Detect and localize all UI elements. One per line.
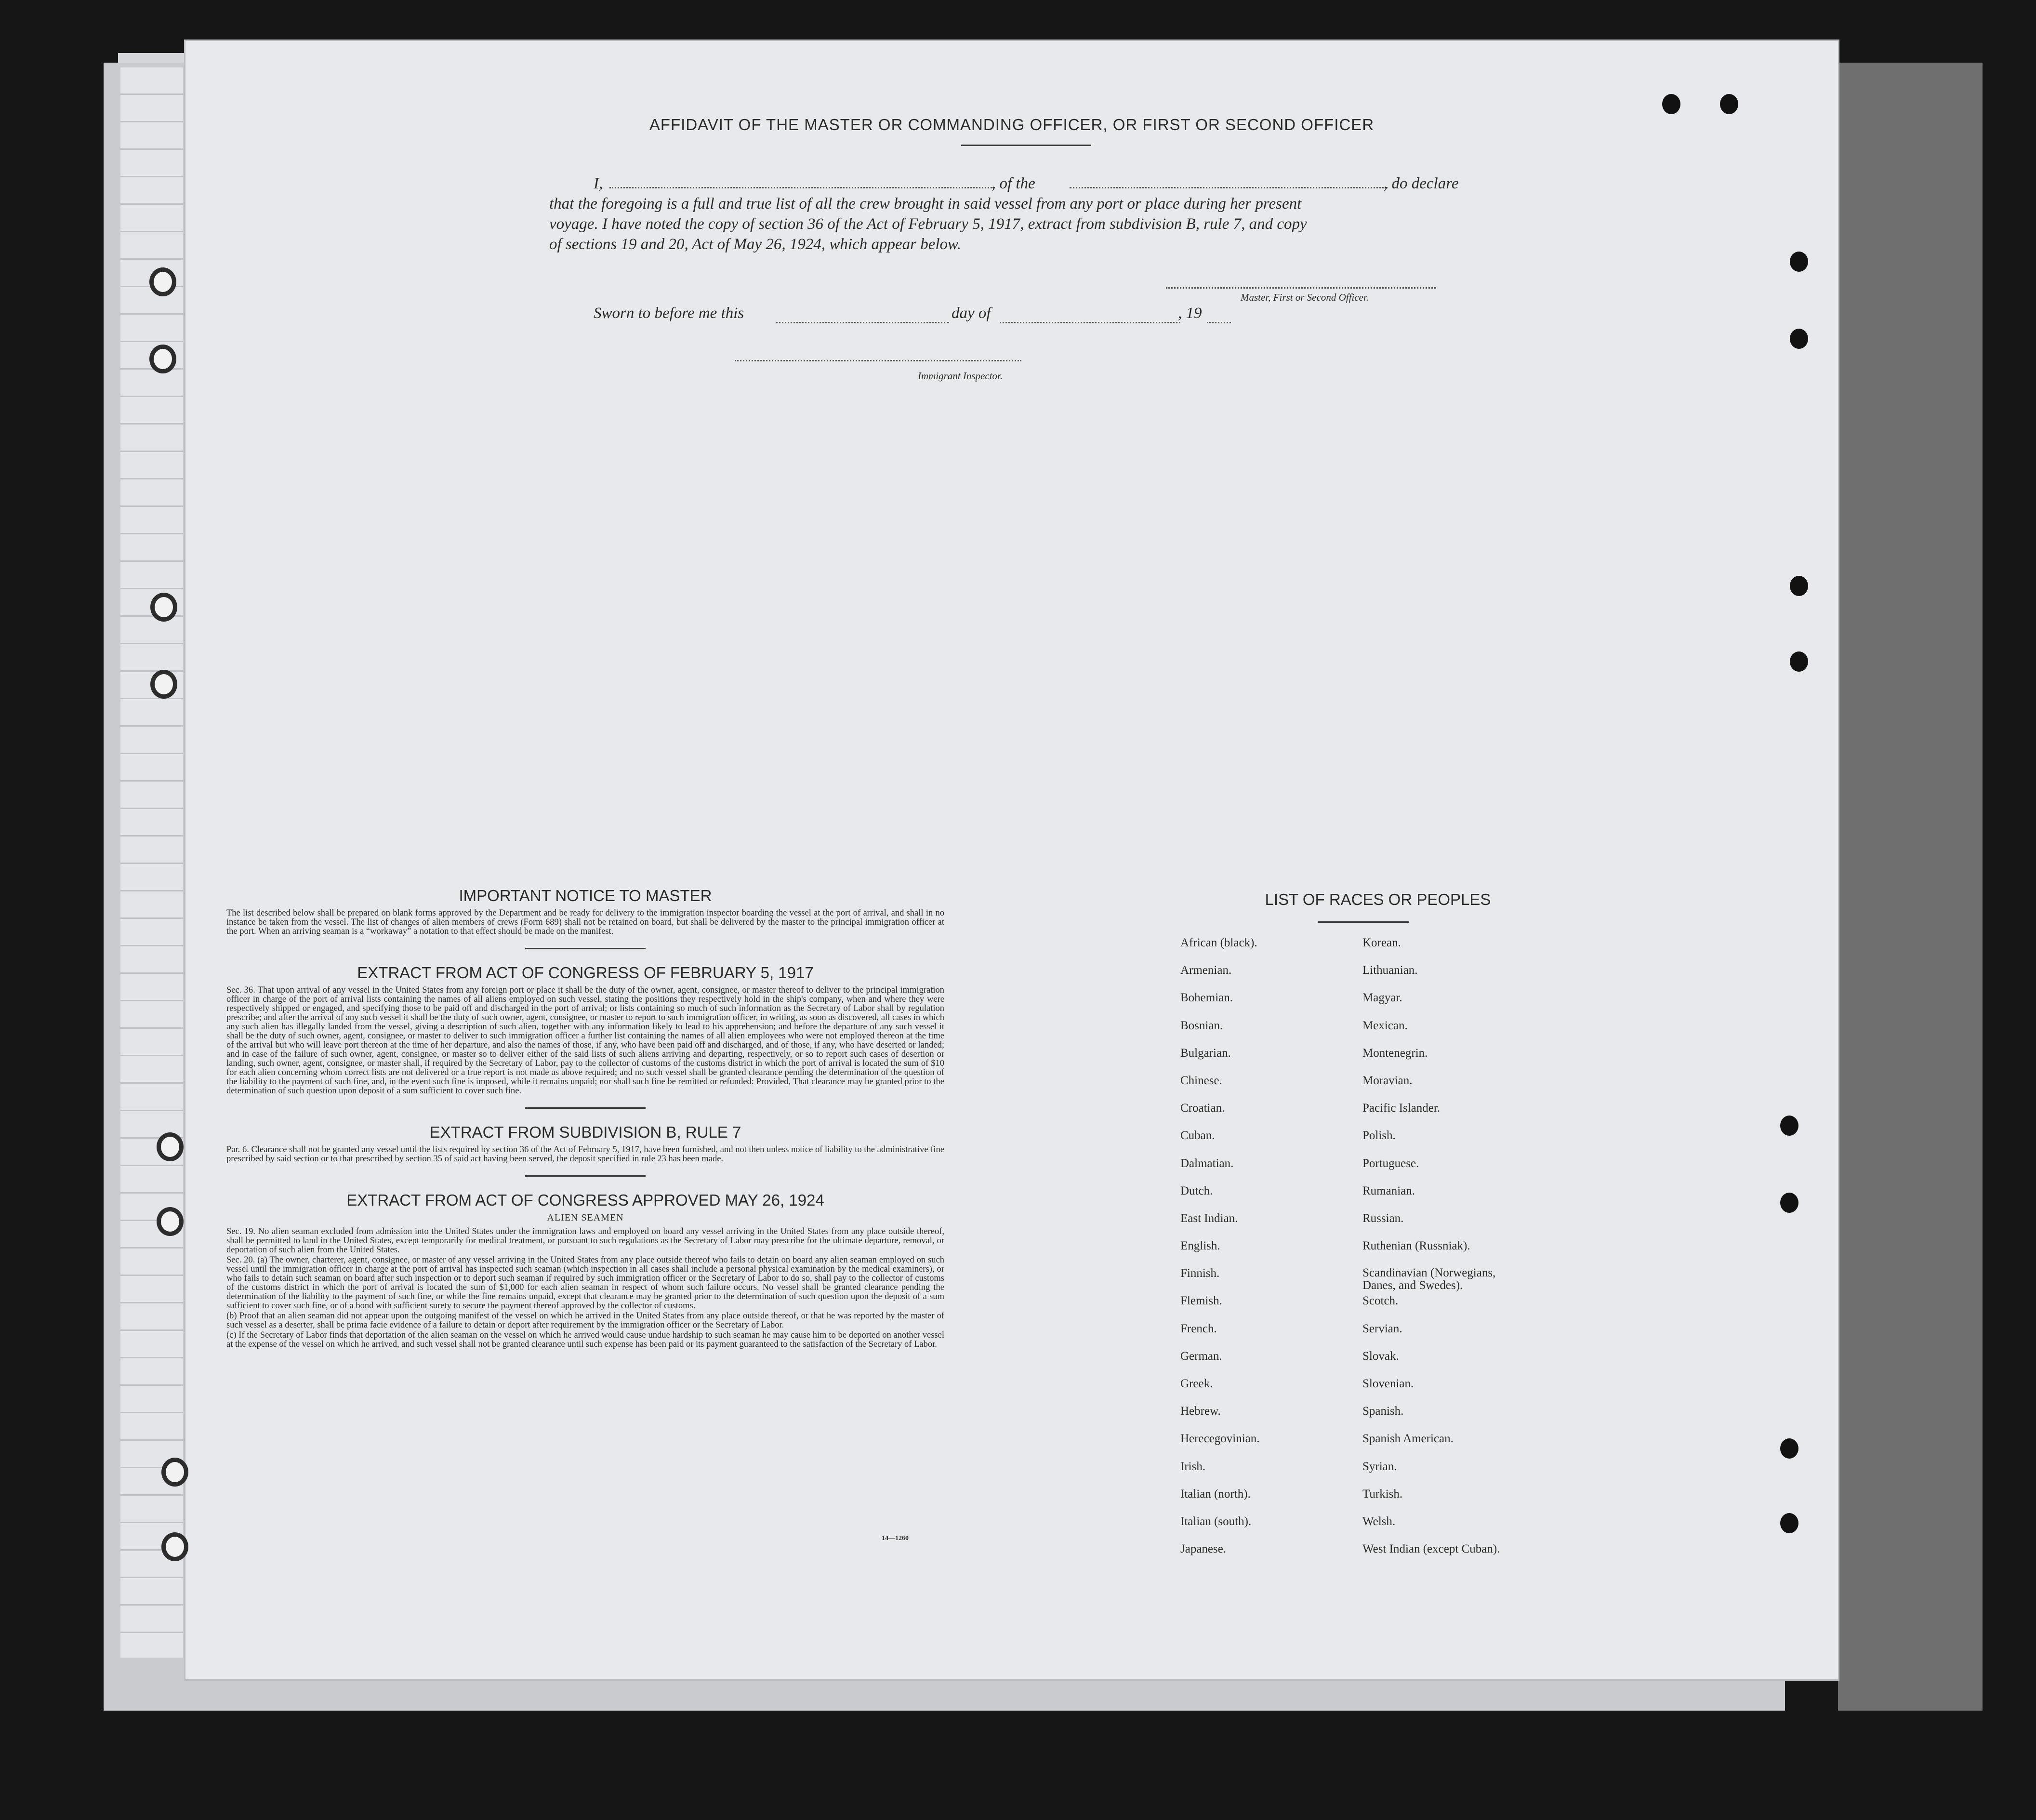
race-item: Welsh. — [1362, 1514, 1396, 1528]
race-item: French. — [1180, 1322, 1217, 1335]
race-item: Hebrew. — [1180, 1405, 1221, 1418]
race-item: Scandinavian (Norwegians, Danes, and Swedes). — [1362, 1266, 1496, 1292]
race-item: English. — [1180, 1239, 1220, 1253]
binder-hole — [1720, 94, 1738, 114]
race-item: Slovak. — [1362, 1349, 1399, 1363]
race-item: Cuban. — [1180, 1129, 1215, 1142]
inspector-label: Immigrant Inspector. — [918, 370, 1003, 382]
race-item: Spanish. — [1362, 1405, 1404, 1418]
affidavit-line-2: that the foregoing is a full and true list of all the crew brought in said vessel from any port or place during her present — [549, 195, 1302, 213]
race-item: Irish. — [1180, 1460, 1206, 1473]
race-item: Syrian. — [1362, 1460, 1397, 1473]
race-item: Portuguese. — [1362, 1156, 1419, 1170]
title-rule — [961, 145, 1091, 146]
race-item: Pacific Islander. — [1362, 1102, 1441, 1115]
race-item: Magyar. — [1362, 991, 1402, 1005]
race-item: Korean. — [1362, 936, 1401, 949]
race-item: West Indian (except Cuban). — [1362, 1542, 1500, 1556]
section-divider — [525, 1107, 646, 1109]
races-title-rule — [1318, 921, 1409, 923]
race-item: Japanese. — [1180, 1542, 1227, 1556]
affidavit-line-1: I, — [594, 175, 603, 192]
binder-hole — [1790, 576, 1808, 596]
race-item: Spanish American. — [1362, 1432, 1454, 1446]
manifest-page — [185, 41, 1838, 1679]
extract-rule7-body: Par. 6. Clearance shall not be granted any vessel until the lists required by section 36 of the Act of February 5, 1917, have been furnished, and not then unless notice of liability to the administrative fine prescribed by said section or to that prescribed by section 35 of said act having been served, the deposit specified in rule 23 has been made. — [226, 1145, 944, 1164]
day-of-text: day of — [952, 305, 991, 322]
race-item: Chinese. — [1180, 1074, 1222, 1087]
of-the-text: , of the — [992, 175, 1035, 192]
extract-1924-sec19: Sec. 19. No alien seaman excluded from admission into the United States under the immigration laws and employed on board any vessel arriving in the United States from any place outside thereof, shall be permitted to land in the United States, except temporarily for medical treatment, or pursuant to such regulations as the Secretary of Labor may prescribe for the ultimate departure, removal, or deportation of such alien from the United States. — [226, 1227, 944, 1255]
binder-hole — [1780, 1193, 1798, 1213]
race-item: Montenegrin. — [1362, 1046, 1428, 1060]
extract-1924-sec20c: (c) If the Secretary of Labor finds that deportation of the alien seaman on the vessel on which he arrived would cause undue hardship to such seaman he may cause him to be deported on another vessel at the expense of the vessel on which he arrived, and such vessel shall not be granted clearance until such expense has been paid or its payment guaranteed to the satisfaction of the Secretary of Labor. — [226, 1330, 944, 1349]
race-item: Lithuanian. — [1362, 964, 1418, 977]
race-item: Moravian. — [1362, 1074, 1413, 1087]
affidavit-line-3: voyage. I have noted the copy of section 36 of the Act of February 5, 1917, extract from subdivision B, rule 7, and copy — [549, 215, 1307, 233]
section-divider — [525, 1175, 646, 1177]
race-item: East Indian. — [1180, 1211, 1238, 1225]
extract-1917-title: EXTRACT FROM ACT OF CONGRESS OF FEBRUARY 5, 1917 — [357, 964, 814, 982]
race-item: German. — [1180, 1349, 1222, 1363]
race-item: Greek. — [1180, 1377, 1213, 1390]
race-item: Bohemian. — [1180, 991, 1233, 1005]
race-item: Italian (north). — [1180, 1487, 1251, 1501]
race-item: Flemish. — [1180, 1294, 1222, 1308]
declare-text: , do declare — [1384, 175, 1459, 192]
master-signature-label: Master, First or Second Officer. — [1241, 292, 1369, 303]
extract-1924-sec20b: (b) Proof that an alien seaman did not appear upon the outgoing manifest of the vessel on which he arrived in the United States from any place outside thereof, or that he was reported by the master of such vessel as a deserter, shall be prima facie evidence of a failure to detain or deport after requirement by the immigration officer or the Secretary of Labor. — [226, 1311, 944, 1330]
binder-hole — [150, 670, 177, 699]
extract-1917-body: Sec. 36. That upon arrival of any vessel in the United States from any foreign port or place it shall be the duty of the owner, agent, consignee, or master thereof to deliver to the principal immigration officer in charge of the port of arrival lists containing the names of all aliens employed on such vessel, stating the positions they respectively hold in the ship's company, when and where they were respectively shipped or engaged, and specifying those to be paid off and discharged in the port of arrival; or lists containing so much of such information as the Secretary of Labor shall by regulation prescribe; and after the arrival of any such vessel it shall be the duty of such owner, agent, consignee, or master to report to such immigration officer, in writing, as soon as discovered, all cases in which any such alien has illegally landed from the vessel, giving a description of such alien, together with any information likely to lead to his apprehension; and before the departure of any such vessel it shall be the duty of such owner, agent, consignee, or master to deliver to such immigration officer a further list containing the names of all alien employees who were not employed thereon at the time of the arrival but who will leave port thereon at the time of her departure, and also the names of those, if any, who have been paid off and discharged, and of those, if any, who have deserted or landed; and in case of the failure of such owner, agent, consignee, or master so to deliver either of the said lists of such aliens arriving and departing, respectively, or so to report such cases of desertion or landing, such owner, agent, consignee, or master shall, if required by the Secretary of Labor, pay to the collector of customs of the customs district in which the port of arrival is located the sum of $10 for each alien concerning whom correct lists are not delivered or a true report is not made as above required; and no such vessel shall be granted clearance pending the determination of the question of the liability to the payment of such fine, and, in the event such fine is imposed, while it remains unpaid; nor shall such fine be remitted or refunded: Provided, That clearance may be granted prior to the determination of such question upon deposit of a sum sufficient to cover such fine. — [226, 985, 944, 1096]
race-item: Dutch. — [1180, 1184, 1213, 1197]
extract-1924-title: EXTRACT FROM ACT OF CONGRESS APPROVED MAY 26, 1924 — [346, 1191, 824, 1209]
race-item: Croatian. — [1180, 1102, 1225, 1115]
sworn-text: Sworn to before me this — [594, 305, 744, 322]
race-item: Herecegovinian. — [1180, 1432, 1260, 1446]
binder-hole — [161, 1532, 188, 1561]
section-divider — [525, 948, 646, 949]
races-list-left — [1180, 936, 1260, 1570]
race-item: Bosnian. — [1180, 1019, 1223, 1032]
race-item: Servian. — [1362, 1322, 1402, 1335]
notice-title: IMPORTANT NOTICE TO MASTER — [459, 887, 712, 904]
master-signature-line[interactable] — [1166, 287, 1436, 289]
extract-1924-sec20a: Sec. 20. (a) The owner, charterer, agent, consignee, or master of any vessel arriving in the United States from any place outside thereof who fails to detain on board any alien seaman employed on such vessel until the immigration officer in charge at the port of arrival has inspected such seaman (which inspection in all cases shall include a personal physical examination by the medical examiners), or who fails to detain such seaman on board after such inspection or to deport such seaman if required by such immigration officer or the Secretary of Labor to do so, shall pay to the collector of customs of the customs district in which the port of arrival is located the sum of $1,000 for each alien seaman in respect of whom such failure occurs. No vessel shall be granted clearance pending the determination of the liability to the payment of such fine, or while the fine remains unpaid, except that clearance may be granted prior to the determination of such question upon the deposit of a sum sufficient to cover such fine, or of a bond with sufficient surety to secure the payment thereof approved by the collector of customs. — [226, 1255, 944, 1311]
races-title: LIST OF RACES OR PEOPLES — [1265, 890, 1491, 908]
form-number: 14—1260 — [882, 1535, 909, 1542]
binder-hole — [157, 1132, 184, 1161]
legal-notices — [226, 887, 944, 1349]
binder-hole — [1790, 329, 1808, 349]
race-item: Mexican. — [1362, 1019, 1408, 1032]
binder-hole — [1780, 1438, 1798, 1459]
binder-hole — [1790, 252, 1808, 272]
ruled-page-edge — [120, 67, 183, 1658]
adjacent-page-strip — [1838, 63, 1983, 1711]
race-item: Turkish. — [1362, 1487, 1403, 1501]
sworn-day-blank[interactable] — [776, 322, 949, 323]
binder-hole — [1662, 94, 1680, 114]
race-item: Italian (south). — [1180, 1514, 1252, 1528]
binder-hole — [149, 345, 176, 373]
name-blank[interactable] — [609, 187, 995, 188]
inspector-signature-line[interactable] — [735, 360, 1021, 361]
extract-1924-subtitle: ALIEN SEAMEN — [547, 1212, 624, 1223]
sworn-month-blank[interactable] — [1000, 322, 1180, 323]
binder-hole — [1790, 651, 1808, 672]
binder-hole — [161, 1458, 188, 1487]
sworn-year-blank[interactable] — [1207, 322, 1231, 323]
year-text: , 19 — [1178, 305, 1202, 322]
race-item: Russian. — [1362, 1211, 1404, 1225]
race-item: Bulgarian. — [1180, 1046, 1231, 1060]
races-list-right — [1362, 936, 1526, 1570]
vessel-blank[interactable] — [1070, 187, 1388, 188]
binder-hole — [1780, 1513, 1798, 1533]
race-item: Rumanian. — [1362, 1184, 1415, 1197]
affidavit-title: AFFIDAVIT OF THE MASTER OR COMMANDING OFFICER, OR FIRST OR SECOND OFFICER — [649, 116, 1375, 133]
race-item: Finnish. — [1180, 1267, 1220, 1280]
binder-hole — [150, 593, 177, 622]
extract-rule7-title: EXTRACT FROM SUBDIVISION B, RULE 7 — [429, 1123, 741, 1141]
race-item: Polish. — [1362, 1129, 1396, 1142]
race-item: Armenian. — [1180, 964, 1232, 977]
race-item: Slovenian. — [1362, 1377, 1414, 1390]
binder-hole — [149, 267, 176, 296]
binder-hole — [157, 1207, 184, 1236]
affidavit-line-4: of sections 19 and 20, Act of May 26, 1924, which appear below. — [549, 236, 961, 253]
race-item: Scotch. — [1362, 1294, 1399, 1308]
race-item: Dalmatian. — [1180, 1156, 1234, 1170]
notice-body: The list described below shall be prepared on blank forms approved by the Department and be ready for delivery to the immigration inspector boarding the vessel at the port of arrival, and shall in no instance be taken from the vessel. The list of changes of alien members of crews (Form 689) shall not be retained on board, but shall be delivered by the master to the principal immigration officer at the port. When an arriving seaman is a “workaway” a notation to that effect should be made on the manifest. — [226, 908, 944, 936]
binder-hole — [1780, 1116, 1798, 1136]
race-item: African (black). — [1180, 936, 1257, 949]
race-item: Ruthenian (Russniak). — [1362, 1239, 1470, 1253]
